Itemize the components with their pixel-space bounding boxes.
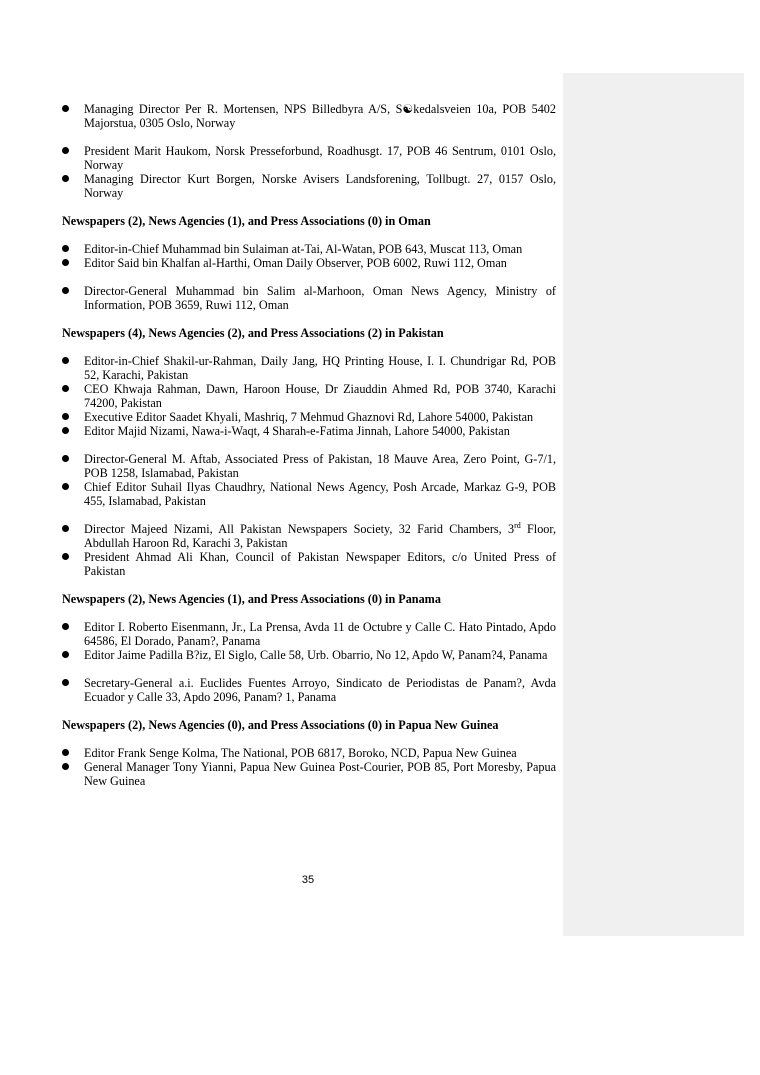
- list-item-text: Editor I. Roberto Eisenmann, Jr., La Prensa, Avda 11 de Octubre y Calle C. Hato Pintado, Apdo 64586, El Dorado, Panam?, Panama: [84, 620, 556, 648]
- bullet-icon: [62, 483, 69, 490]
- list-item: [62, 676, 556, 704]
- bullet-icon: [62, 413, 69, 420]
- list-item-text: Editor Majid Nizami, Nawa-i-Waqt, 4 Sharah-e-Fatima Jinnah, Lahore 54000, Pakistan: [84, 424, 510, 438]
- list-item-text: Editor-in-Chief Muhammad bin Sulaiman at-Tai, Al-Watan, POB 643, Muscat 113, Oman: [84, 242, 523, 256]
- list-item-text: CEO Khwaja Rahman, Dawn, Haroon House, Dr Ziauddin Ahmed Rd, POB 3740, Karachi 74200, Pakistan: [84, 382, 556, 410]
- list-item: [62, 452, 556, 480]
- superscript: rd: [514, 521, 521, 530]
- list-item: [62, 172, 556, 200]
- list-item-text: Director-General Muhammad bin Salim al-Marhoon, Oman News Agency, Ministry of Information, POB 3659, Ruwi 112, Oman: [84, 284, 556, 312]
- list-item-text: Director-General M. Aftab, Associated Press of Pakistan, 18 Mauve Area, Zero Point, G-7/1, POB 1258, Islamabad, Pakistan: [84, 452, 556, 480]
- bullet-icon: [62, 105, 69, 112]
- entry-group: [62, 620, 556, 662]
- bullet-icon: [62, 427, 69, 434]
- list-item-text: President Ahmad Ali Khan, Council of Pakistan Newspaper Editors, c/o United Press of Pakistan: [84, 550, 556, 578]
- spacer: [62, 312, 556, 326]
- entry-group: [62, 284, 556, 312]
- list-item: [62, 522, 556, 550]
- list-item: [62, 284, 556, 312]
- spacer: [62, 130, 556, 144]
- spacer: [62, 228, 556, 242]
- entry-group: [62, 452, 556, 508]
- list-item-text: Director Majeed Nizami, All Pakistan Newspapers Society, 32 Farid Chambers, 3rd Floor, Abdullah Haroon Rd, Karachi 3, Pakistan: [84, 521, 556, 550]
- list-item-text: Editor-in-Chief Shakil-ur-Rahman, Daily Jang, HQ Printing House, I. I. Chundrigar Rd, POB 52, Karachi, Pakistan: [84, 354, 556, 382]
- comment-pane: [563, 73, 744, 936]
- list-item: [62, 620, 556, 648]
- list-item-text: General Manager Tony Yianni, Papua New Guinea Post-Courier, POB 85, Port Moresby, Papua New Guinea: [84, 760, 556, 788]
- list-item: [62, 648, 556, 662]
- bullet-icon: [62, 679, 69, 686]
- entry-group: [62, 522, 556, 578]
- spacer: [62, 704, 556, 718]
- list-item: [62, 424, 556, 438]
- entry-group: [62, 746, 556, 788]
- spacer: [62, 270, 556, 284]
- bullet-icon: [62, 763, 69, 770]
- list-item-text: Editor Said bin Khalfan al-Harthi, Oman Daily Observer, POB 6002, Ruwi 112, Oman: [84, 256, 507, 270]
- list-item: [62, 354, 556, 382]
- section-heading: Newspapers (2), News Agencies (0), and Press Associations (0) in Papua New Guinea: [62, 718, 499, 732]
- list-item: [62, 480, 556, 508]
- list-item: [62, 102, 556, 130]
- spacer: [62, 732, 556, 746]
- bullet-icon: [62, 147, 69, 154]
- list-item-text: Editor Frank Senge Kolma, The National, POB 6817, Boroko, NCD, Papua New Guinea: [84, 746, 517, 760]
- bullet-icon: [62, 385, 69, 392]
- entry-group: [62, 354, 556, 438]
- spacer: [62, 508, 556, 522]
- bullet-icon: [62, 455, 69, 462]
- list-item-text: Editor Jaime Padilla B?iz, El Siglo, Calle 58, Urb. Obarrio, No 12, Apdo W, Panam?4, Panama: [84, 648, 548, 662]
- list-item: [62, 242, 556, 256]
- list-item-text: President Marit Haukom, Norsk Presseforbund, Roadhusgt. 17, POB 46 Sentrum, 0101 Oslo, Norway: [84, 144, 556, 172]
- spacer: [62, 578, 556, 592]
- list-item: [62, 760, 556, 788]
- list-item-text: Managing Director Per R. Mortensen, NPS Billedbyra A/S, S☯kedalsveien 10a, POB 5402 Majorstua, 0305 Oslo, Norway: [84, 102, 556, 130]
- bullet-icon: [62, 623, 69, 630]
- bullet-icon: [62, 651, 69, 658]
- list-item-text: Secretary-General a.i. Euclides Fuentes Arroyo, Sindicato de Periodistas de Panam?, Avda Ecuador y Calle 33, Apdo 2096, Panam? 1, Panama: [84, 676, 556, 704]
- list-item-text: Executive Editor Saadet Khyali, Mashriq, 7 Mehmud Ghaznovi Rd, Lahore 54000, Pakistan: [84, 410, 534, 424]
- list-item-text: Chief Editor Suhail Ilyas Chaudhry, National News Agency, Posh Arcade, Markaz G-9, POB 455, Islamabad, Pakistan: [84, 480, 556, 508]
- bullet-icon: [62, 749, 69, 756]
- section-heading: Newspapers (4), News Agencies (2), and Press Associations (2) in Pakistan: [62, 326, 444, 340]
- section-heading: Newspapers (2), News Agencies (1), and Press Associations (0) in Panama: [62, 592, 441, 606]
- spacer: [62, 200, 556, 214]
- page-number: 35: [301, 874, 315, 886]
- list-item: [62, 550, 556, 578]
- entry-group: [62, 242, 556, 270]
- spacer: [62, 438, 556, 452]
- spacer: [62, 662, 556, 676]
- spacer: [62, 606, 556, 620]
- bullet-icon: [62, 287, 69, 294]
- entry-group: [62, 102, 556, 130]
- document-body: [62, 102, 556, 788]
- bullet-icon: [62, 553, 69, 560]
- list-item: [62, 746, 556, 760]
- entry-group: [62, 676, 556, 704]
- list-item: [62, 256, 556, 270]
- bullet-icon: [62, 525, 69, 532]
- section-heading: Newspapers (2), News Agencies (1), and Press Associations (0) in Oman: [62, 214, 431, 228]
- list-item: [62, 144, 556, 172]
- bullet-icon: [62, 245, 69, 252]
- bullet-icon: [62, 259, 69, 266]
- bullet-icon: [62, 357, 69, 364]
- list-item: [62, 410, 556, 424]
- spacer: [62, 340, 556, 354]
- list-item-text: Managing Director Kurt Borgen, Norske Avisers Landsforening, Tollbugt. 27, 0157 Oslo, Norway: [84, 172, 556, 200]
- bullet-icon: [62, 175, 69, 182]
- entry-group: [62, 144, 556, 200]
- list-item: [62, 382, 556, 410]
